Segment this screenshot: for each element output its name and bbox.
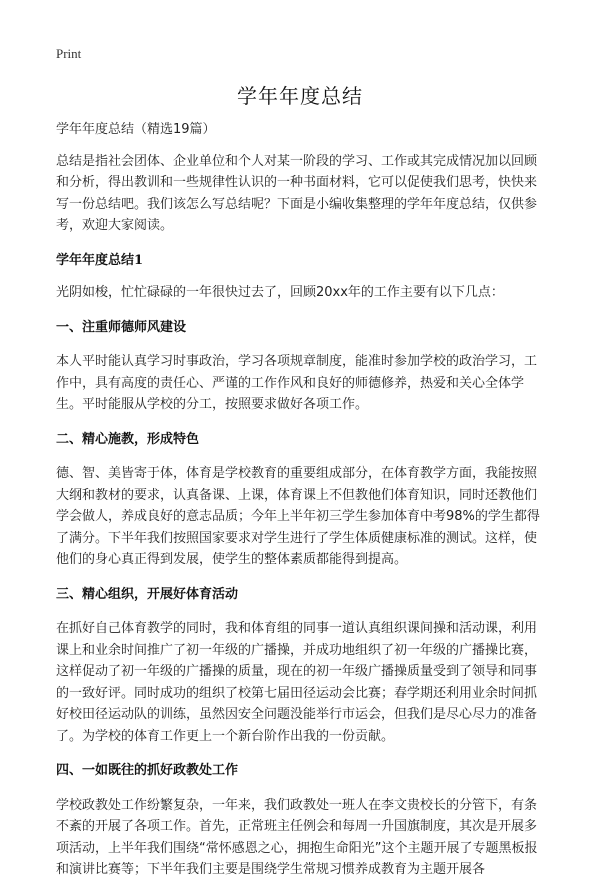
point-heading-2: 二、精心施教，形成特色 bbox=[56, 431, 200, 447]
point-paragraph-4: 学校政教处工作纷繁复杂，一年来，我们政教处一班人在李文贵校长的分管下，有条不紊的开展了各项工作。首先，正常班主任例会和每周一升国旗制度，其次是开展多项活动，上半年我们围绕“常怀感恩之心，拥抱生命阳光”这个主题开展了专题黑板报和演讲比赛等；下半年我们主要是围绕学生常规习惯养成教育为主题开展各 bbox=[56, 797, 538, 877]
point-paragraph-3: 在抓好自己体育教学的同时，我和体育组的同事一道认真组织课间操和活动课，利用课上和业余时间推广了初一年级的广播操，并成功地组织了初一年级的广播操比赛，这样促动了初一年级的广播操的质量，现在的初一年级广播操质量受到了领导和同事的一致好评。同时成功的组织了校第七届田径运动会比赛；春学期还利用业余时间抓好校田径运动队的训练，虽然因安全问题没能举行市运会，但我们是尽心尽力的准备了。为学校的体育工作更上一个新台阶作出我的一份贡献。 bbox=[56, 621, 538, 744]
page-title: 学年年度总结 bbox=[237, 84, 363, 108]
intro-paragraph: 总结是指社会团体、企业单位和个人对某一阶段的学习、工作或其完成情况加以回顾和分析，得出教训和一些规律性认识的一种书面材料，它可以促使我们思考，快快来写一份总结吧。我们该怎么写总结呢？下面是小编收集整理的学年年度总结，仅供参考，欢迎大家阅读。 bbox=[56, 153, 538, 233]
article-subtitle: 学年年度总结（精选19篇） bbox=[56, 122, 216, 137]
print-link[interactable]: Print bbox=[56, 46, 82, 61]
point-heading-3: 三、精心组织，开展好体育活动 bbox=[56, 586, 239, 602]
article-body bbox=[56, 119, 548, 894]
section-intro-paragraph: 光阴如梭，忙忙碌碌的一年很快过去了，回顾20xx年的工作主要有以下几点： bbox=[56, 285, 504, 300]
point-heading-4: 四、一如既往的抓好政教处工作 bbox=[56, 763, 239, 778]
section-heading: 学年年度总结1 bbox=[56, 252, 144, 268]
point-heading-1: 一、注重师德师风建设 bbox=[56, 319, 187, 335]
point-paragraph-1: 本人平时能认真学习时事政治，学习各项规章制度，能准时参加学校的政治学习，工作中，具有高度的责任心、严谨的工作作风和良好的师德修养，热爱和关心全体学生。平时能服从学校的分工，按照要求做好各项工作。 bbox=[56, 354, 538, 412]
point-paragraph-2: 德、智、美皆寄于体，体育是学校教育的重要组成部分，在体育教学方面，我能按照大纲和教材的要求，认真备课、上课，体育课上不但教他们体育知识，同时还教他们学会做人，养成良好的意志品质；今年上半年初三学生参加体育中考98%的学生都得了满分。下半年我们按照国家要求对学生进行了学生体质健康标准的测试。这样，使他们的身心真正得到发展，使学生的整体素质都能得到提高。 bbox=[56, 466, 540, 567]
